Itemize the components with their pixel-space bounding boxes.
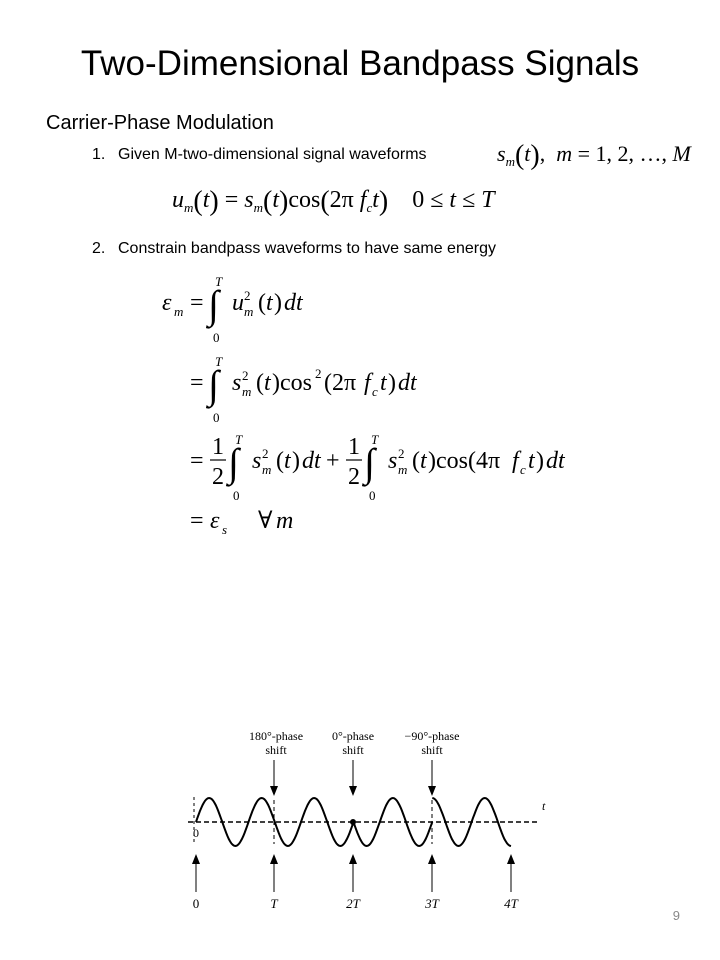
svg-text:t: t — [264, 370, 271, 396]
svg-text:m: m — [244, 304, 254, 319]
svg-text:): ) — [292, 448, 300, 474]
item-text: Given M-two-dimensional signal waveforms — [118, 146, 427, 163]
svg-text:T: T — [235, 432, 243, 447]
svg-text:=: = — [190, 370, 204, 396]
page-number: 9 — [672, 908, 680, 923]
svg-text:): ) — [274, 290, 282, 316]
time-marker-4T: 4T — [504, 896, 518, 911]
svg-text:∫: ∫ — [228, 440, 239, 485]
svg-text:2: 2 — [315, 366, 322, 381]
time-marker-3T: 3T — [425, 896, 439, 911]
phase-label-180: 180°-phase — [248, 729, 304, 743]
svg-text:t: t — [284, 448, 291, 474]
svg-text:+: + — [326, 448, 340, 474]
list-item-2 — [92, 240, 496, 258]
svg-text:ε: ε — [210, 508, 220, 534]
origin-label: 0 — [193, 826, 199, 840]
svg-text:dt: dt — [398, 370, 417, 396]
svg-text:T: T — [215, 354, 223, 369]
time-marker-2T: 2T — [346, 896, 360, 911]
svg-text:0: 0 — [213, 410, 220, 425]
svg-text:m: m — [262, 462, 272, 477]
svg-text:1: 1 — [348, 434, 360, 460]
list-item-1 — [92, 146, 427, 164]
svg-text:∫: ∫ — [208, 282, 219, 327]
svg-text:2: 2 — [398, 446, 405, 461]
svg-text:m: m — [398, 462, 408, 477]
svg-text:c: c — [520, 462, 526, 477]
svg-text:∀: ∀ — [258, 508, 273, 534]
item-number: 2. — [92, 240, 106, 257]
svg-text:(2π: (2π — [324, 370, 357, 396]
svg-text:t: t — [420, 448, 427, 474]
svg-text:m: m — [174, 304, 184, 319]
time-marker-T: T — [270, 896, 278, 911]
slide-subtitle: Carrier-Phase Modulation — [46, 112, 274, 134]
svg-text:c: c — [372, 384, 378, 399]
svg-text:∫: ∫ — [208, 362, 219, 407]
phase-shift-waveform-figure — [0, 722, 720, 922]
bandpass-waveform-equation: $u_m(t) = s_m(t)\cos(2\pi$ $f_ct$) 0 ≤ t ≤ T — [172, 186, 495, 217]
svg-text:)cos(4π: )cos(4π — [428, 448, 501, 474]
svg-text:=: = — [190, 448, 204, 474]
phase-label-0: 0°-phase — [331, 729, 375, 743]
svg-text:): ) — [536, 448, 544, 474]
svg-text:t: t — [266, 290, 273, 316]
svg-text:=: = — [190, 508, 204, 534]
svg-text:0: 0 — [369, 488, 376, 503]
svg-text:f: f — [364, 370, 371, 396]
svg-text:u: u — [232, 290, 244, 316]
svg-text:T: T — [371, 432, 379, 447]
svg-text:(: ( — [276, 448, 284, 474]
svg-text:2: 2 — [348, 464, 360, 490]
time-axis-label: t — [542, 799, 546, 813]
svg-text:s: s — [232, 370, 242, 396]
svg-text:=: = — [190, 290, 204, 316]
svg-text:dt: dt — [302, 448, 321, 474]
svg-text:0: 0 — [233, 488, 240, 503]
phase-label-neg90: −90°-phase — [404, 729, 460, 743]
svg-text:1: 1 — [212, 434, 224, 460]
svg-text:2: 2 — [244, 288, 251, 303]
item-number: 1. — [92, 146, 106, 163]
svg-text:dt: dt — [284, 290, 303, 316]
phase-label-neg90-shift: shift — [421, 743, 443, 757]
svg-text:2: 2 — [212, 464, 224, 490]
svg-text:2: 2 — [262, 446, 269, 461]
phase-label-0-shift: shift — [342, 743, 364, 757]
svg-text:s: s — [222, 522, 228, 537]
svg-text:f: f — [512, 448, 519, 474]
signal-set-equation: $s_m(t)$, m = 1, 2, …, M — [497, 140, 691, 171]
svg-text:): ) — [388, 370, 396, 396]
phase-label-180-shift: shift — [265, 743, 287, 757]
svg-text:0: 0 — [213, 330, 220, 345]
svg-text:t: t — [528, 448, 535, 474]
svg-text:(: ( — [412, 448, 420, 474]
svg-text:dt: dt — [546, 448, 565, 474]
time-marker-0: 0 — [192, 896, 200, 911]
svg-text:m: m — [276, 508, 294, 534]
svg-text:s: s — [252, 448, 262, 474]
item-text: Constrain bandpass waveforms to have same energy — [118, 240, 496, 257]
svg-text:t: t — [380, 370, 387, 396]
svg-text:ε: ε — [162, 290, 172, 316]
svg-text:(: ( — [256, 370, 264, 396]
svg-text:s: s — [388, 448, 398, 474]
svg-text:(: ( — [258, 290, 266, 316]
svg-text:2: 2 — [242, 368, 249, 383]
svg-text:m: m — [242, 384, 252, 399]
svg-text:T: T — [215, 274, 223, 289]
svg-text:)cos: )cos — [272, 370, 312, 396]
slide-title: Two-Dimensional Bandpass Signals — [80, 44, 640, 83]
svg-text:∫: ∫ — [364, 440, 375, 485]
